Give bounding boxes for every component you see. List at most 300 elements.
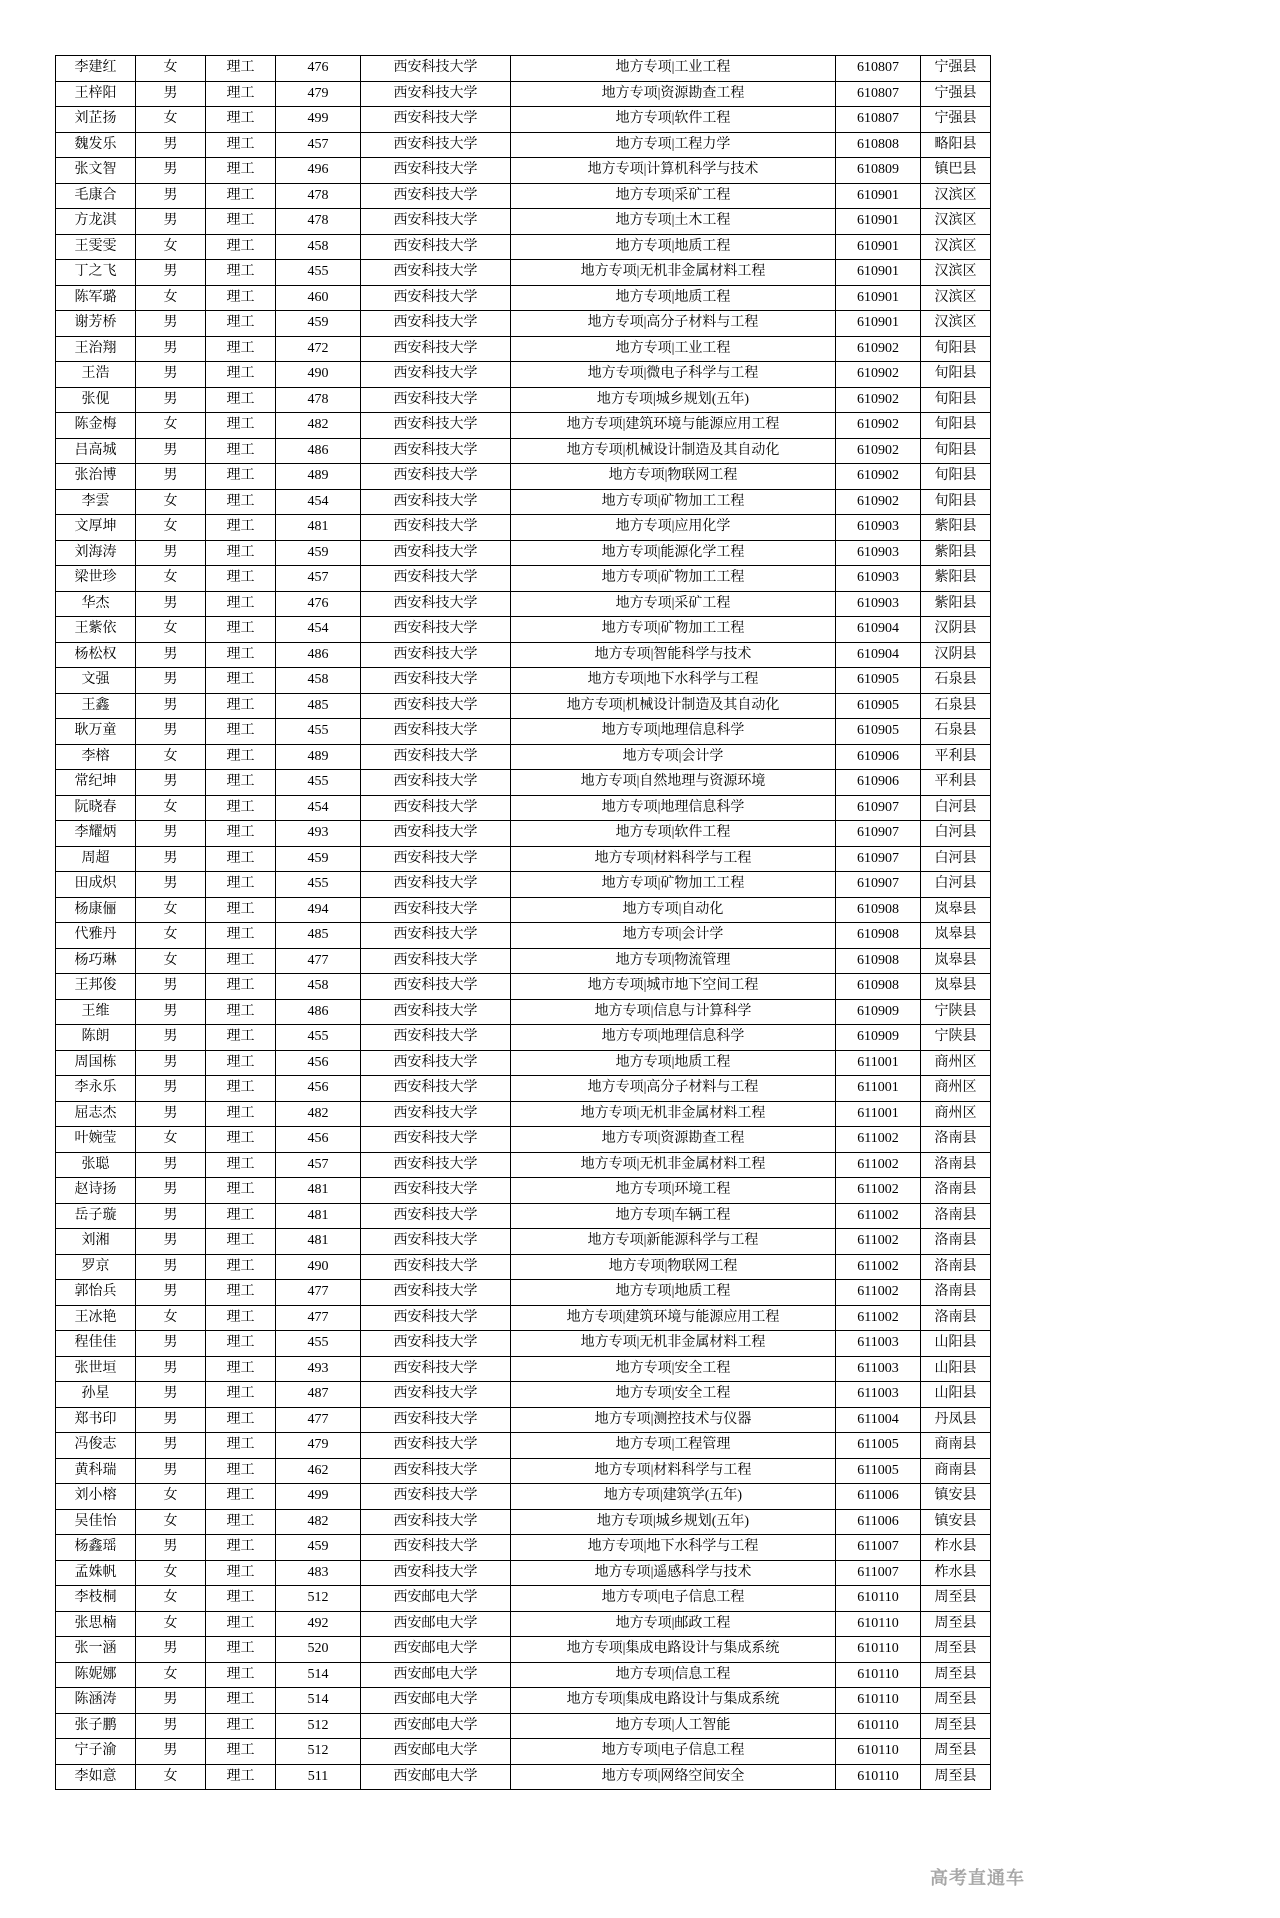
- major-cell: 地方专项|资源勘查工程: [511, 81, 836, 107]
- score-cell: 479: [276, 1433, 361, 1459]
- score-cell: 482: [276, 413, 361, 439]
- score-cell: 454: [276, 489, 361, 515]
- score-cell: 455: [276, 872, 361, 898]
- name-cell: 刘海涛: [56, 540, 136, 566]
- university-cell: 西安科技大学: [361, 56, 511, 82]
- score-cell: 472: [276, 336, 361, 362]
- major-cell: 地方专项|工程力学: [511, 132, 836, 158]
- subject-type-cell: 理工: [206, 1076, 276, 1102]
- university-cell: 西安科技大学: [361, 311, 511, 337]
- table-row: [56, 234, 991, 260]
- name-cell: 张文智: [56, 158, 136, 184]
- subject-type-cell: 理工: [206, 821, 276, 847]
- county-cell: 洛南县: [921, 1280, 991, 1306]
- county-cell: 岚皋县: [921, 923, 991, 949]
- name-cell: 陈金梅: [56, 413, 136, 439]
- county-cell: 宁强县: [921, 81, 991, 107]
- gender-cell: 男: [136, 336, 206, 362]
- university-cell: 西安科技大学: [361, 795, 511, 821]
- table-row: [56, 1356, 991, 1382]
- name-cell: 罗京: [56, 1254, 136, 1280]
- county-cell: 汉滨区: [921, 285, 991, 311]
- gender-cell: 男: [136, 1458, 206, 1484]
- code-cell: 610908: [836, 948, 921, 974]
- admissions-table: [55, 55, 991, 1790]
- subject-type-cell: 理工: [206, 540, 276, 566]
- gender-cell: 男: [136, 846, 206, 872]
- score-cell: 476: [276, 56, 361, 82]
- county-cell: 山阳县: [921, 1331, 991, 1357]
- code-cell: 610906: [836, 770, 921, 796]
- subject-type-cell: 理工: [206, 1637, 276, 1663]
- table-row: [56, 1076, 991, 1102]
- name-cell: 王雯雯: [56, 234, 136, 260]
- county-cell: 周至县: [921, 1637, 991, 1663]
- name-cell: 李如意: [56, 1764, 136, 1790]
- county-cell: 商州区: [921, 1050, 991, 1076]
- gender-cell: 男: [136, 1331, 206, 1357]
- score-cell: 477: [276, 1280, 361, 1306]
- subject-type-cell: 理工: [206, 413, 276, 439]
- table-row: [56, 1713, 991, 1739]
- score-cell: 454: [276, 617, 361, 643]
- score-cell: 514: [276, 1688, 361, 1714]
- university-cell: 西安科技大学: [361, 336, 511, 362]
- university-cell: 西安科技大学: [361, 974, 511, 1000]
- subject-type-cell: 理工: [206, 1407, 276, 1433]
- score-cell: 458: [276, 234, 361, 260]
- major-cell: 地方专项|地质工程: [511, 285, 836, 311]
- table-row: [56, 132, 991, 158]
- name-cell: 张聪: [56, 1152, 136, 1178]
- county-cell: 汉滨区: [921, 234, 991, 260]
- subject-type-cell: 理工: [206, 770, 276, 796]
- score-cell: 486: [276, 438, 361, 464]
- county-cell: 洛南县: [921, 1305, 991, 1331]
- university-cell: 西安科技大学: [361, 489, 511, 515]
- county-cell: 紫阳县: [921, 566, 991, 592]
- county-cell: 商南县: [921, 1458, 991, 1484]
- major-cell: 地方专项|地质工程: [511, 234, 836, 260]
- county-cell: 汉滨区: [921, 260, 991, 286]
- code-cell: 611002: [836, 1229, 921, 1255]
- gender-cell: 男: [136, 872, 206, 898]
- subject-type-cell: 理工: [206, 438, 276, 464]
- university-cell: 西安科技大学: [361, 285, 511, 311]
- score-cell: 454: [276, 795, 361, 821]
- name-cell: 刘芷扬: [56, 107, 136, 133]
- table-row: [56, 464, 991, 490]
- table-row: [56, 1509, 991, 1535]
- code-cell: 610807: [836, 107, 921, 133]
- university-cell: 西安科技大学: [361, 362, 511, 388]
- table-row: [56, 1611, 991, 1637]
- major-cell: 地方专项|邮政工程: [511, 1611, 836, 1637]
- code-cell: 611003: [836, 1382, 921, 1408]
- subject-type-cell: 理工: [206, 1254, 276, 1280]
- subject-type-cell: 理工: [206, 1764, 276, 1790]
- major-cell: 地方专项|物联网工程: [511, 1254, 836, 1280]
- county-cell: 石泉县: [921, 719, 991, 745]
- table-row: [56, 107, 991, 133]
- university-cell: 西安科技大学: [361, 1280, 511, 1306]
- table-row: [56, 1382, 991, 1408]
- code-cell: 610906: [836, 744, 921, 770]
- subject-type-cell: 理工: [206, 668, 276, 694]
- score-cell: 479: [276, 81, 361, 107]
- university-cell: 西安科技大学: [361, 591, 511, 617]
- name-cell: 郭怡兵: [56, 1280, 136, 1306]
- name-cell: 陈军璐: [56, 285, 136, 311]
- county-cell: 洛南县: [921, 1229, 991, 1255]
- subject-type-cell: 理工: [206, 795, 276, 821]
- table-row: [56, 591, 991, 617]
- name-cell: 代雅丹: [56, 923, 136, 949]
- university-cell: 西安科技大学: [361, 999, 511, 1025]
- gender-cell: 女: [136, 1764, 206, 1790]
- university-cell: 西安科技大学: [361, 260, 511, 286]
- code-cell: 610907: [836, 795, 921, 821]
- subject-type-cell: 理工: [206, 1535, 276, 1561]
- county-cell: 石泉县: [921, 668, 991, 694]
- subject-type-cell: 理工: [206, 1484, 276, 1510]
- name-cell: 孙星: [56, 1382, 136, 1408]
- code-cell: 610901: [836, 311, 921, 337]
- university-cell: 西安科技大学: [361, 1356, 511, 1382]
- score-cell: 459: [276, 1535, 361, 1561]
- table-row: [56, 1688, 991, 1714]
- subject-type-cell: 理工: [206, 1101, 276, 1127]
- university-cell: 西安科技大学: [361, 617, 511, 643]
- major-cell: 地方专项|建筑环境与能源应用工程: [511, 413, 836, 439]
- county-cell: 汉阴县: [921, 642, 991, 668]
- subject-type-cell: 理工: [206, 1280, 276, 1306]
- county-cell: 旬阳县: [921, 464, 991, 490]
- table-row: [56, 515, 991, 541]
- gender-cell: 女: [136, 515, 206, 541]
- university-cell: 西安科技大学: [361, 1050, 511, 1076]
- university-cell: 西安科技大学: [361, 566, 511, 592]
- university-cell: 西安邮电大学: [361, 1739, 511, 1765]
- subject-type-cell: 理工: [206, 81, 276, 107]
- gender-cell: 男: [136, 1254, 206, 1280]
- code-cell: 611006: [836, 1484, 921, 1510]
- score-cell: 455: [276, 770, 361, 796]
- code-cell: 611001: [836, 1076, 921, 1102]
- county-cell: 石泉县: [921, 693, 991, 719]
- subject-type-cell: 理工: [206, 183, 276, 209]
- table-row: [56, 387, 991, 413]
- major-cell: 地方专项|网络空间安全: [511, 1764, 836, 1790]
- table-row: [56, 642, 991, 668]
- table-row: [56, 1178, 991, 1204]
- name-cell: 毛康合: [56, 183, 136, 209]
- major-cell: 地方专项|无机非金属材料工程: [511, 260, 836, 286]
- gender-cell: 男: [136, 1382, 206, 1408]
- major-cell: 地方专项|计算机科学与技术: [511, 158, 836, 184]
- university-cell: 西安科技大学: [361, 1407, 511, 1433]
- subject-type-cell: 理工: [206, 1025, 276, 1051]
- major-cell: 地方专项|微电子科学与工程: [511, 362, 836, 388]
- name-cell: 赵诗扬: [56, 1178, 136, 1204]
- score-cell: 485: [276, 923, 361, 949]
- university-cell: 西安科技大学: [361, 81, 511, 107]
- major-cell: 地方专项|智能科学与技术: [511, 642, 836, 668]
- county-cell: 白河县: [921, 846, 991, 872]
- table-row: [56, 1662, 991, 1688]
- subject-type-cell: 理工: [206, 1356, 276, 1382]
- university-cell: 西安邮电大学: [361, 1713, 511, 1739]
- score-cell: 486: [276, 642, 361, 668]
- county-cell: 镇安县: [921, 1484, 991, 1510]
- gender-cell: 女: [136, 1662, 206, 1688]
- major-cell: 地方专项|地下水科学与工程: [511, 1535, 836, 1561]
- county-cell: 宁强县: [921, 56, 991, 82]
- subject-type-cell: 理工: [206, 234, 276, 260]
- score-cell: 481: [276, 1203, 361, 1229]
- name-cell: 李枝桐: [56, 1586, 136, 1612]
- name-cell: 王鑫: [56, 693, 136, 719]
- score-cell: 499: [276, 107, 361, 133]
- score-cell: 481: [276, 515, 361, 541]
- table-row: [56, 1101, 991, 1127]
- table-row: [56, 1739, 991, 1765]
- county-cell: 周至县: [921, 1586, 991, 1612]
- table-row: [56, 1458, 991, 1484]
- name-cell: 李榕: [56, 744, 136, 770]
- name-cell: 黄科瑞: [56, 1458, 136, 1484]
- name-cell: 陈涵涛: [56, 1688, 136, 1714]
- table-row: [56, 311, 991, 337]
- table-row: [56, 1025, 991, 1051]
- major-cell: 地方专项|测控技术与仪器: [511, 1407, 836, 1433]
- admissions-table-container: [55, 55, 991, 1790]
- gender-cell: 女: [136, 1560, 206, 1586]
- code-cell: 611002: [836, 1254, 921, 1280]
- table-row: [56, 1560, 991, 1586]
- name-cell: 周超: [56, 846, 136, 872]
- major-cell: 地方专项|采矿工程: [511, 183, 836, 209]
- university-cell: 西安科技大学: [361, 1560, 511, 1586]
- name-cell: 杨鑫瑶: [56, 1535, 136, 1561]
- score-cell: 477: [276, 948, 361, 974]
- table-row: [56, 795, 991, 821]
- major-cell: 地方专项|集成电路设计与集成系统: [511, 1688, 836, 1714]
- gender-cell: 男: [136, 1356, 206, 1382]
- subject-type-cell: 理工: [206, 158, 276, 184]
- university-cell: 西安科技大学: [361, 642, 511, 668]
- university-cell: 西安邮电大学: [361, 1637, 511, 1663]
- table-row: [56, 183, 991, 209]
- score-cell: 489: [276, 464, 361, 490]
- code-cell: 610110: [836, 1662, 921, 1688]
- name-cell: 王维: [56, 999, 136, 1025]
- code-cell: 610110: [836, 1637, 921, 1663]
- gender-cell: 男: [136, 311, 206, 337]
- major-cell: 地方专项|车辆工程: [511, 1203, 836, 1229]
- major-cell: 地方专项|高分子材料与工程: [511, 311, 836, 337]
- table-row: [56, 413, 991, 439]
- county-cell: 白河县: [921, 872, 991, 898]
- code-cell: 610902: [836, 438, 921, 464]
- table-row: [56, 1280, 991, 1306]
- subject-type-cell: 理工: [206, 1382, 276, 1408]
- score-cell: 455: [276, 1331, 361, 1357]
- major-cell: 地方专项|采矿工程: [511, 591, 836, 617]
- major-cell: 地方专项|信息与计算科学: [511, 999, 836, 1025]
- gender-cell: 男: [136, 1637, 206, 1663]
- score-cell: 458: [276, 668, 361, 694]
- table-row: [56, 1152, 991, 1178]
- major-cell: 地方专项|建筑学(五年): [511, 1484, 836, 1510]
- code-cell: 610907: [836, 821, 921, 847]
- subject-type-cell: 理工: [206, 1688, 276, 1714]
- table-row: [56, 285, 991, 311]
- gender-cell: 女: [136, 234, 206, 260]
- score-cell: 481: [276, 1178, 361, 1204]
- code-cell: 611004: [836, 1407, 921, 1433]
- subject-type-cell: 理工: [206, 1586, 276, 1612]
- county-cell: 汉阴县: [921, 617, 991, 643]
- county-cell: 旬阳县: [921, 489, 991, 515]
- university-cell: 西安科技大学: [361, 234, 511, 260]
- code-cell: 610905: [836, 693, 921, 719]
- gender-cell: 女: [136, 744, 206, 770]
- county-cell: 汉滨区: [921, 183, 991, 209]
- code-cell: 610110: [836, 1688, 921, 1714]
- name-cell: 常纪坤: [56, 770, 136, 796]
- gender-cell: 女: [136, 1509, 206, 1535]
- county-cell: 岚皋县: [921, 974, 991, 1000]
- name-cell: 王治翔: [56, 336, 136, 362]
- subject-type-cell: 理工: [206, 719, 276, 745]
- code-cell: 611002: [836, 1152, 921, 1178]
- gender-cell: 男: [136, 158, 206, 184]
- subject-type-cell: 理工: [206, 1560, 276, 1586]
- university-cell: 西安邮电大学: [361, 1662, 511, 1688]
- county-cell: 宁陕县: [921, 999, 991, 1025]
- gender-cell: 女: [136, 1484, 206, 1510]
- county-cell: 洛南县: [921, 1203, 991, 1229]
- name-cell: 李建红: [56, 56, 136, 82]
- university-cell: 西安科技大学: [361, 1152, 511, 1178]
- code-cell: 611005: [836, 1433, 921, 1459]
- major-cell: 地方专项|机械设计制造及其自动化: [511, 693, 836, 719]
- subject-type-cell: 理工: [206, 693, 276, 719]
- university-cell: 西安科技大学: [361, 923, 511, 949]
- major-cell: 地方专项|新能源科学与工程: [511, 1229, 836, 1255]
- major-cell: 地方专项|材料科学与工程: [511, 846, 836, 872]
- name-cell: 李永乐: [56, 1076, 136, 1102]
- code-cell: 610809: [836, 158, 921, 184]
- gender-cell: 男: [136, 770, 206, 796]
- gender-cell: 女: [136, 285, 206, 311]
- gender-cell: 男: [136, 1076, 206, 1102]
- code-cell: 610904: [836, 617, 921, 643]
- subject-type-cell: 理工: [206, 387, 276, 413]
- county-cell: 商南县: [921, 1433, 991, 1459]
- code-cell: 610807: [836, 56, 921, 82]
- university-cell: 西安科技大学: [361, 821, 511, 847]
- code-cell: 610903: [836, 515, 921, 541]
- university-cell: 西安科技大学: [361, 1254, 511, 1280]
- name-cell: 王冰艳: [56, 1305, 136, 1331]
- gender-cell: 男: [136, 693, 206, 719]
- score-cell: 512: [276, 1739, 361, 1765]
- table-row: [56, 1407, 991, 1433]
- table-row: [56, 362, 991, 388]
- name-cell: 叶婉莹: [56, 1127, 136, 1153]
- university-cell: 西安科技大学: [361, 387, 511, 413]
- table-row: [56, 897, 991, 923]
- major-cell: 地方专项|物联网工程: [511, 464, 836, 490]
- score-cell: 455: [276, 719, 361, 745]
- table-row: [56, 1331, 991, 1357]
- university-cell: 西安科技大学: [361, 846, 511, 872]
- major-cell: 地方专项|建筑环境与能源应用工程: [511, 1305, 836, 1331]
- major-cell: 地方专项|集成电路设计与集成系统: [511, 1637, 836, 1663]
- score-cell: 487: [276, 1382, 361, 1408]
- subject-type-cell: 理工: [206, 948, 276, 974]
- code-cell: 610808: [836, 132, 921, 158]
- gender-cell: 女: [136, 107, 206, 133]
- major-cell: 地方专项|会计学: [511, 923, 836, 949]
- county-cell: 山阳县: [921, 1356, 991, 1382]
- code-cell: 610907: [836, 846, 921, 872]
- table-row: [56, 1203, 991, 1229]
- name-cell: 陈朗: [56, 1025, 136, 1051]
- gender-cell: 女: [136, 897, 206, 923]
- university-cell: 西安科技大学: [361, 948, 511, 974]
- score-cell: 494: [276, 897, 361, 923]
- subject-type-cell: 理工: [206, 464, 276, 490]
- score-cell: 458: [276, 974, 361, 1000]
- score-cell: 496: [276, 158, 361, 184]
- table-row: [56, 1127, 991, 1153]
- university-cell: 西安科技大学: [361, 668, 511, 694]
- subject-type-cell: 理工: [206, 642, 276, 668]
- university-cell: 西安科技大学: [361, 515, 511, 541]
- subject-type-cell: 理工: [206, 107, 276, 133]
- county-cell: 旬阳县: [921, 413, 991, 439]
- county-cell: 周至县: [921, 1662, 991, 1688]
- major-cell: 地方专项|矿物加工工程: [511, 872, 836, 898]
- gender-cell: 男: [136, 1433, 206, 1459]
- score-cell: 476: [276, 591, 361, 617]
- subject-type-cell: 理工: [206, 566, 276, 592]
- subject-type-cell: 理工: [206, 1203, 276, 1229]
- name-cell: 陈妮娜: [56, 1662, 136, 1688]
- table-row: [56, 719, 991, 745]
- code-cell: 611003: [836, 1356, 921, 1382]
- county-cell: 商州区: [921, 1101, 991, 1127]
- gender-cell: 男: [136, 1050, 206, 1076]
- county-cell: 周至县: [921, 1739, 991, 1765]
- gender-cell: 男: [136, 1407, 206, 1433]
- name-cell: 岳子璇: [56, 1203, 136, 1229]
- county-cell: 柞水县: [921, 1535, 991, 1561]
- subject-type-cell: 理工: [206, 362, 276, 388]
- code-cell: 610901: [836, 260, 921, 286]
- score-cell: 481: [276, 1229, 361, 1255]
- code-cell: 610901: [836, 285, 921, 311]
- score-cell: 477: [276, 1305, 361, 1331]
- code-cell: 610901: [836, 234, 921, 260]
- gender-cell: 女: [136, 1127, 206, 1153]
- gender-cell: 男: [136, 821, 206, 847]
- county-cell: 周至县: [921, 1688, 991, 1714]
- university-cell: 西安科技大学: [361, 1305, 511, 1331]
